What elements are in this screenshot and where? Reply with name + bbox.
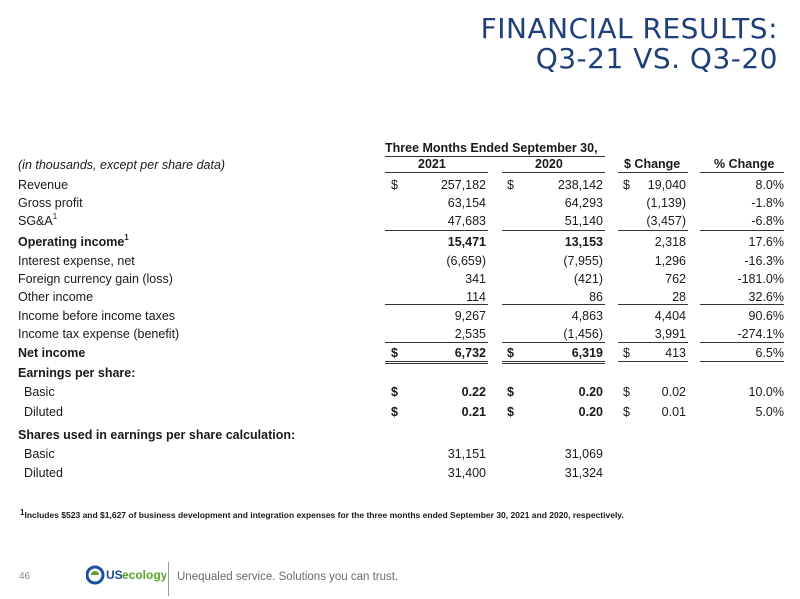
value-change: 3,991 xyxy=(654,327,686,341)
value-2020: 238,142 xyxy=(557,178,603,192)
dollar-change: $ xyxy=(623,385,630,399)
value-change: (1,139) xyxy=(646,196,686,210)
row-label: Foreign currency gain (loss) xyxy=(18,272,173,286)
table-rule xyxy=(700,304,784,305)
table-rule xyxy=(700,342,784,343)
value-2021: 63,154 xyxy=(447,196,486,210)
value-2021: (6,659) xyxy=(446,254,486,268)
dollar-2020: $ xyxy=(507,178,514,192)
value-2020: (421) xyxy=(573,272,603,286)
value-2020: 6,319 xyxy=(571,346,603,360)
value-2020: 51,140 xyxy=(564,214,603,228)
table-rule xyxy=(502,230,605,231)
col-rule-pct xyxy=(700,172,784,173)
value-change: 0.01 xyxy=(661,405,686,419)
row-label: Diluted xyxy=(24,405,63,419)
value-pct: 32.6% xyxy=(748,290,784,304)
row-label: Basic xyxy=(24,385,55,399)
table-rule xyxy=(618,342,688,343)
row-label-sup: 1 xyxy=(52,212,58,221)
value-pct: -181.0% xyxy=(737,272,784,286)
table-rule xyxy=(385,361,488,362)
footnote-text: Includes $523 and $1,627 of business development and integration expenses for the three months ended September 30, 2021 and 2020, respectively. xyxy=(24,510,624,520)
table-rule xyxy=(385,230,488,231)
footer-separator xyxy=(168,562,169,596)
value-change: 762 xyxy=(665,272,686,286)
row-label: Revenue xyxy=(18,178,69,192)
value-2021: 31,400 xyxy=(447,466,486,480)
table-rule xyxy=(502,361,605,362)
value-2021: 31,151 xyxy=(447,447,486,461)
row-label: Gross profit xyxy=(18,196,83,210)
value-change: 2,318 xyxy=(654,235,686,249)
value-change: 4,404 xyxy=(654,309,686,323)
col-rule-2020 xyxy=(502,172,605,173)
value-pct: 17.6% xyxy=(748,235,784,249)
value-2020: (1,456) xyxy=(563,327,603,341)
value-2020: 31,324 xyxy=(564,466,603,480)
dollar-2021: $ xyxy=(391,405,398,419)
row-label: Income tax expense (benefit) xyxy=(18,327,180,341)
row-label: Basic xyxy=(24,447,55,461)
row-label-sup: 1 xyxy=(124,233,129,242)
table-rule xyxy=(502,363,605,364)
table-rule xyxy=(385,363,488,364)
table-rule xyxy=(700,361,784,362)
value-2020: 0.20 xyxy=(578,385,603,399)
footnote-mark: 1 xyxy=(20,508,25,517)
value-2021: 6,732 xyxy=(454,346,486,360)
dollar-change: $ xyxy=(623,346,630,360)
value-2021: 114 xyxy=(466,290,486,304)
us-ecology-logo xyxy=(86,564,166,591)
table-rule xyxy=(385,304,488,305)
units-note: (in thousands, except per share data) xyxy=(18,158,226,172)
logo-mark-icon xyxy=(86,564,166,586)
value-2020: 31,069 xyxy=(564,447,603,461)
value-pct: 6.5% xyxy=(755,346,784,360)
dollar-change: $ xyxy=(623,405,630,419)
table-rule xyxy=(700,230,784,231)
tagline: Unequaled service. Solutions you can trust. xyxy=(177,571,399,583)
footnote xyxy=(20,510,624,520)
value-2021: 0.21 xyxy=(461,405,486,419)
value-change: 19,040 xyxy=(647,178,686,192)
row-label-text: SG&A xyxy=(18,214,53,228)
value-change: 0.02 xyxy=(661,385,686,399)
table-rule xyxy=(618,230,688,231)
row-label: Other income xyxy=(18,290,94,304)
value-2020: 64,293 xyxy=(564,196,603,210)
value-2020: 13,153 xyxy=(564,235,603,249)
row-label: Diluted xyxy=(24,466,63,480)
value-2020: 86 xyxy=(589,290,603,304)
table-rule xyxy=(502,304,605,305)
value-change: 413 xyxy=(665,346,686,360)
page-number: 46 xyxy=(19,571,31,582)
dollar-2021: $ xyxy=(391,346,398,360)
value-2021: 2,535 xyxy=(454,327,486,341)
dollar-change: $ xyxy=(623,178,630,192)
dollar-2020: $ xyxy=(507,385,514,399)
value-pct: 10.0% xyxy=(748,385,784,399)
value-change: 1,296 xyxy=(654,254,686,268)
logo-ecology-text: ecology xyxy=(122,568,166,582)
col-header-pct: % Change xyxy=(714,157,775,171)
value-pct: 90.6% xyxy=(748,309,784,323)
value-pct: -16.3% xyxy=(744,254,784,268)
value-2021: 0.22 xyxy=(461,385,486,399)
value-2020: (7,955) xyxy=(563,254,603,268)
period-header: Three Months Ended September 30, xyxy=(385,141,598,155)
col-header-change: $ Change xyxy=(624,157,681,171)
value-2021: 15,471 xyxy=(447,235,486,249)
title-line-1: FINANCIAL RESULTS: xyxy=(480,12,778,45)
table-rule xyxy=(385,342,488,343)
dollar-2021: $ xyxy=(391,178,398,192)
col-header-2020: 2020 xyxy=(535,157,563,171)
row-label: Income before income taxes xyxy=(18,309,176,323)
value-pct: -6.8% xyxy=(751,214,784,228)
logo-us-text: US xyxy=(106,568,123,582)
value-2021: 257,182 xyxy=(440,178,486,192)
value-2020: 4,863 xyxy=(571,309,603,323)
col-rule-change xyxy=(618,172,688,173)
value-pct: 5.0% xyxy=(755,405,784,419)
dollar-2020: $ xyxy=(507,346,514,360)
dollar-2021: $ xyxy=(391,385,398,399)
row-label-text: Operating income xyxy=(18,235,125,249)
row-label xyxy=(18,235,129,249)
row-label: Interest expense, net xyxy=(18,254,135,268)
col-header-2021: 2021 xyxy=(418,157,446,171)
table-rule xyxy=(618,361,688,362)
col-rule-2021 xyxy=(385,172,488,173)
value-2021: 47,683 xyxy=(447,214,486,228)
value-pct: 8.0% xyxy=(755,178,784,192)
table-rule xyxy=(502,342,605,343)
title-line-2: Q3-21 VS. Q3-20 xyxy=(535,42,778,75)
row-label: Earnings per share: xyxy=(18,366,136,380)
value-change: (3,457) xyxy=(646,214,686,228)
row-label: Net income xyxy=(18,346,86,360)
value-pct: -274.1% xyxy=(737,327,784,341)
value-change: 28 xyxy=(672,290,686,304)
dollar-2020: $ xyxy=(507,405,514,419)
value-2021: 341 xyxy=(465,272,486,286)
table-rule xyxy=(618,304,688,305)
row-label xyxy=(18,214,57,228)
value-2020: 0.20 xyxy=(578,405,603,419)
value-pct: -1.8% xyxy=(751,196,784,210)
value-2021: 9,267 xyxy=(454,309,486,323)
row-label: Shares used in earnings per share calculation: xyxy=(18,428,296,442)
